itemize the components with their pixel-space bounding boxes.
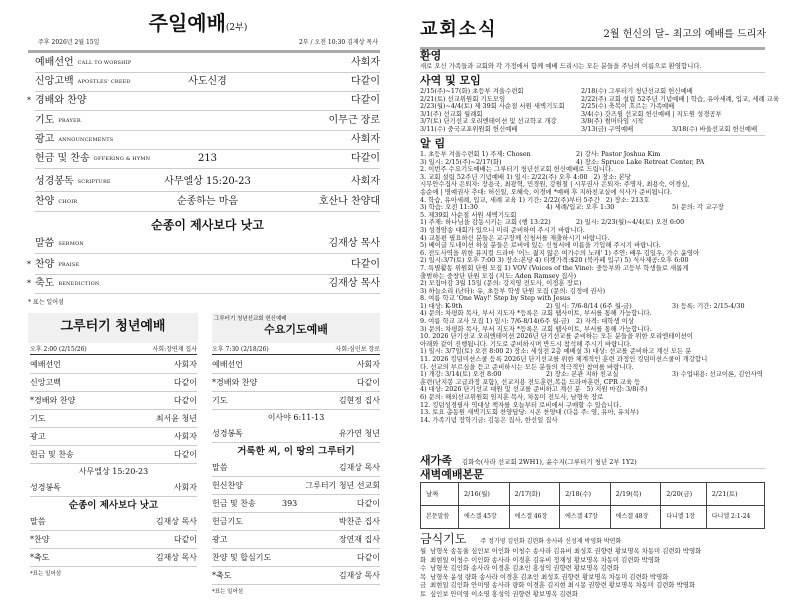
sermon-title: 거룩한 씨, 이 땅의 그루터기: [237, 446, 355, 457]
table-cell: 에스겔 48장: [610, 506, 661, 529]
text-segment: 1) 주제: 하나님을 감동시키는 교회 (행 13:22): [420, 218, 551, 227]
item-leader: 사회자: [351, 57, 380, 68]
notices-list: [420, 151, 770, 424]
fast-day: 월: [420, 547, 427, 555]
item-leader: 그루터기 청년 선교회: [305, 481, 380, 490]
divider: [420, 135, 765, 136]
text-segment: 2) 자격: 대학생 이상: [576, 317, 635, 326]
worship-item: [212, 550, 380, 567]
worship-item: [35, 173, 380, 192]
item-leader: 다같이: [356, 499, 380, 508]
worship-item: [35, 235, 380, 254]
item-title: 광고: [35, 134, 55, 145]
text-segment: 8. 여름 학교 'One Way!' Step by Step with Jesus: [420, 294, 571, 303]
item-title-en: SCRIPTURE: [77, 179, 111, 185]
worship-item: [27, 92, 380, 111]
item-leader: 다같이: [351, 95, 380, 106]
worship-item: [27, 275, 380, 294]
worship-item: [212, 478, 380, 495]
item-title: *찬양: [30, 535, 50, 544]
text-segment: 14. 가족기념 장학기금: 김동은 집사, 한선일 집사: [420, 415, 558, 424]
table-cell: 2/21(토): [706, 483, 764, 506]
youth-service-title: 그루터기 청년예배: [28, 313, 198, 343]
item-title: 기도: [35, 115, 55, 126]
item-leader: 장연재 집사: [338, 535, 380, 544]
standing-mark: *: [27, 260, 31, 269]
table-cell: 2/16(월): [459, 483, 510, 506]
item-title: 말씀: [35, 238, 55, 249]
item-title-en: PRAISE: [58, 262, 80, 268]
worship-item: [30, 532, 197, 549]
item-title-en: OFFERING & HYMN: [93, 156, 151, 162]
row-label: 날짜: [421, 483, 459, 506]
fast-line: [420, 581, 770, 590]
item-leader: 다같이: [351, 76, 380, 87]
item-title-en: APOSTLES' CREED: [77, 79, 131, 85]
fast-names: 최현일 이청수 이인화 송사라 이경훈 김유비 정재성 황보명옥 차동미 김련화 박영화: [430, 555, 661, 564]
item-title: 헌금 및 찬송: [212, 499, 256, 508]
fast-day: 화: [420, 555, 427, 564]
item-leader: 다같이: [173, 450, 197, 459]
service-date: 주후 2026년 2월 15일: [38, 39, 100, 46]
fast-names: 남형욱 윤성 량화 송사라 이경훈 김초인 최성호 권향련 황보명옥 차동미 김련화 박영화: [430, 572, 669, 581]
worship-item: [212, 460, 380, 477]
date-row: [421, 483, 765, 506]
text-segment: 1) 대상: K-9th: [420, 301, 463, 310]
new-family-names: 김화숙(사라 선교회 2WH1), 윤수지(그루터기 청년 2부 1Y2): [461, 458, 637, 466]
wed-service-header: [212, 313, 380, 343]
standing-mark: *: [27, 96, 31, 105]
text-segment: 다. 선교의 부르심을 듣고 준비하시는 모든 분들의 적극적인 참여를 바랍니다.: [420, 362, 634, 371]
item-title: 헌금기도: [212, 517, 243, 526]
table-cell: 에스겔 45장: [459, 506, 510, 529]
item-detail: 사도신경: [188, 76, 227, 87]
worship-item: [30, 429, 197, 446]
text-segment: 2) 모집마감 3월 15일 (문의: 강지영 전도사, 이정훈 장로): [420, 279, 582, 288]
item-leader: 사회자: [351, 176, 380, 187]
item-title: 찬양: [35, 196, 55, 207]
table-cell: 2/17(화): [509, 483, 560, 506]
wed-title: 수요기도예배: [264, 323, 328, 336]
text-segment: 2) 강사: Pastor Joshua Kim: [576, 150, 661, 158]
text-segment: 2/21(토) 선교위원회 기도모임: [420, 94, 506, 103]
item-title: 신앙고백: [35, 76, 74, 87]
worship-item: [30, 480, 197, 497]
text-segment: 1) 개강: 3/14(토) 오전 8:00: [420, 370, 502, 379]
text-segment: 5) 베이글 도네이션 하실 분들은 로비에 있는 신청서에 이름을 기입해 주시기 바랍니다.: [420, 241, 661, 250]
text-segment: 3. 교회 설립 52주년 기념예배 1) 일시: 2/22(주) 오후 4:00: [420, 172, 588, 181]
text-segment: 시무안수집사 은퇴자: 장용국, 최광혁, 민경원, 강원철 | 시무권사 은퇴자: 주명자, 최용숙, 이경심,: [420, 180, 690, 189]
fast-names: 심인보 안미영 이소영 홍성익 권향련 황보명옥 김련화: [430, 589, 579, 598]
fast-names: 최현일 김인화 안미영 송사라 량화 이경훈 김지현 최시몽 권향련 황보명옥 차동미 김련화 박영화: [430, 581, 696, 590]
text-segment: 2) 일시: 7/6-8/14 (6주 월-금): [546, 301, 632, 310]
text-segment: 5) 지원 마감: 3/8(주): [586, 385, 648, 394]
item-title: 예배선언: [30, 360, 61, 369]
item-title: 헌금 및 찬송: [35, 153, 90, 164]
text-segment: 12. 킹덤성경필사 역대상 책자를 오늘부터 로비에서 구매할 수 있습니다.: [420, 400, 622, 409]
item-leader: 사회자: [173, 360, 197, 369]
scripture-reference: 이사야 6:11-13: [267, 413, 325, 422]
fast-heading: 금식기도 주 정기영 김인화 김련화 송사라 신성재 박영화 박연화: [420, 532, 622, 546]
fast-intro: 주 정기영 김인화 김련화 송사라 신성재 박영화 박연화: [480, 538, 622, 545]
table-cell: 2/20(금): [661, 483, 707, 506]
item-title-en: SERMON: [58, 241, 84, 247]
worship-item: [27, 256, 380, 275]
text-segment: 3/7(토) 단기선교 오리엔테이션 및 선교학교 개강: [420, 117, 557, 126]
service-time: 오후 7:30 (2/18/26): [212, 346, 269, 353]
item-title-en: CALL TO WORSHIP: [77, 60, 132, 66]
item-title: 헌신찬양: [212, 481, 243, 490]
text-segment: 4. 학습, 유아세례, 입교, 세례 교육 1) 기간: 2/22(주)부터 5주간: [420, 195, 600, 204]
item-leader: 다같이: [351, 153, 380, 164]
item-leader: 다같이: [351, 259, 380, 270]
text-segment: 훈련(난지봉 고급과정 포함), 선교지용 전도훈련,복음 드라마훈련, CPR 교육 등: [420, 377, 641, 386]
item-leader: 김재상 목사: [338, 463, 380, 472]
fast-day: 토: [420, 589, 427, 598]
table-cell: 에스겔 47장: [560, 506, 611, 529]
service-time-row: [30, 343, 197, 355]
news-title: 교회소식: [420, 19, 498, 40]
fast-line: [420, 556, 770, 565]
text-segment: 7. 특별활동 위원회 단원 모집 1) VOV (Voices of the Vine): 중등부와 고등부 학생들로 새롭게: [420, 263, 689, 272]
item-leader: 김현정 집사: [338, 396, 380, 405]
item-leader: 김재상 목사: [155, 553, 197, 562]
dawn-scripture-table: [420, 482, 765, 529]
events-list: [420, 87, 780, 134]
text-segment: 2) 일시: 2/23(월)~4/4(토) 오전 6:00: [576, 218, 685, 227]
worship-item: [35, 112, 380, 131]
item-detail: 393: [282, 499, 298, 508]
worship-item: [212, 357, 380, 374]
text-segment: 2. 이번주 수요기도예배는 그루터기 청년선교회 헌신예배로 드립니다.: [420, 165, 614, 174]
worship-item: [30, 550, 197, 567]
fast-list: [420, 547, 770, 599]
item-title: 예배선언: [212, 360, 243, 369]
text-segment: 13. 토요 총동원 새벽기도회 찬양담당: 시온 찬양대 (다음 주: 영, 유아, 유치부): [420, 408, 639, 417]
fast-day: 수: [420, 564, 427, 573]
worship-item: [30, 357, 197, 374]
text-segment: 아래와 같이 진행됩니다. 기도로 준비하시며 반드시 참석해 주시기 바랍니다.: [420, 339, 632, 348]
fast-names: 남형욱 김인화 송사라 이경훈 김초인 홍성익 권향련 황보명옥 김련화: [430, 564, 620, 573]
sermon-title: 순종이 제사보다 낫고: [151, 218, 264, 232]
worship-item: [35, 193, 380, 212]
text-segment: 2) 장소: 213호: [605, 195, 650, 204]
text-segment: 3/8(주) 썸머타임 시작: [581, 117, 644, 126]
worship-item: [35, 131, 380, 150]
item-leader: 김재상 목사: [338, 571, 380, 580]
service-info: 2부 / 오전 10:30 김재상 목사: [298, 39, 378, 46]
text-segment: 3) 성경암송 대회가 있으니 미리 준비하여 주시기 바랍니다.: [420, 225, 585, 234]
item-leader: 다같이: [173, 396, 197, 405]
worship-item: [30, 375, 197, 392]
item-leader: 김재상 목사: [328, 278, 380, 289]
item-title-en: BENEDICTION: [58, 281, 100, 287]
item-title: 헌금 및 찬송: [30, 450, 74, 459]
worship-item: [30, 411, 197, 428]
worship-item: [30, 447, 197, 464]
text-segment: 6. 전도사역을 위한 뮤지컬 드라마 '어느 젊지 않은 여가수의 노래' 1) 주연: 배우 김일우, 가수 윤영아: [420, 248, 700, 257]
item-leader: 김재상 목사: [155, 517, 197, 526]
item-title: 말씀: [212, 463, 228, 472]
worship-item: [212, 532, 380, 549]
worship-item: [35, 54, 380, 73]
text-segment: 3/11(수) 중국교포위원회 헌신예배: [420, 124, 518, 133]
text-segment: 4) 세례/입교: 오후 1:30: [546, 203, 615, 212]
worship-item: [30, 514, 197, 531]
sermon-title: 순종이 제사보다 낫고: [68, 500, 159, 511]
text-segment: 2) 일시:3/7(토) 오후 7:00 3) 장소:본당 4) 티켓가격:$20 (북카페 입구) 5) 식사제공:오후 6:00: [420, 256, 689, 265]
item-title: 찬양 및 합심기도: [212, 553, 272, 562]
text-segment: 1) 일시: 3/7일(토) 오전 8:00 2) 장소: 세성전 2층 예배실 3) 대상: 선교를 준비하고 계신 모든 분: [420, 347, 692, 356]
text-segment: 3) 등록: 기간: 2/15-4/30: [672, 301, 745, 310]
text-segment: 5) 문의: 각 교구장: [672, 203, 724, 212]
divider: [420, 72, 765, 73]
divider: [28, 50, 380, 53]
text-segment: 11. 2026 킹덤미션스쿨 등록 2026년 단기선교를 위한 체계적인 훈련 과정인 킹덤미션스쿨이 개강합니: [420, 355, 708, 364]
welcome-text: 새로 오신 가족들과 교회와 각 가정에서 함께 예배 드리시는 모든 분들을 주님의 이름으로 환영합니다.: [420, 62, 702, 70]
fast-line: [420, 564, 770, 573]
text-segment: 2/23(월)~4/4(토) 제 39회 사순절 서원 새벽기도회: [420, 102, 565, 111]
scripture-reference: 사무엘상 15:20-23: [78, 467, 149, 476]
item-detail: 사무엘상 15:20-23: [164, 176, 251, 187]
text-segment: 6) 문의: 해외선교위원회 임지훈 목사, 차동미 전도사, 남형욱 장로: [420, 393, 604, 401]
item-detail: 순종하는 마음: [176, 196, 239, 207]
item-leader: 사회자: [351, 134, 380, 145]
table-cell: 다니엘 2:1-24: [706, 506, 764, 529]
table-cell: 2/18(수): [560, 483, 611, 506]
standing-mark: *: [27, 279, 31, 288]
worship-item: [212, 514, 380, 531]
fast-names: 남형욱 송동율 심인보 이인화 이청수 송사라 김유비 최성호 권향련 황보명옥 차동미 김련화 박영화: [430, 547, 702, 555]
item-title: *경배와 찬양: [30, 396, 76, 405]
text-line: [420, 126, 770, 134]
text-segment: 9. 여름 학교 교사 모집 1) 일시: 7/6-8/14(6주 월-금): [420, 317, 570, 326]
item-leader: 김재상 목사: [328, 238, 380, 249]
text-segment: 2/25(수) 축복이 흐르는 가족예배: [581, 102, 675, 111]
item-leader: 사회자: [356, 360, 380, 369]
standing-note: * 표는 일어섬: [28, 299, 64, 306]
wed-subtitle: 그루터기 청년선교회 헌신예배: [214, 316, 287, 322]
text-segment: 3) 일시: 2/15(주)~2/17(화): [420, 157, 502, 166]
text-segment: 3) 하늘소리 (난타): 유, 초등부 학생 단원 모집 (문의: 김정애 권사): [420, 286, 606, 295]
item-leader: 최서윤 청년: [155, 414, 197, 423]
text-segment: 3) 문의: 차평화 목사, 부서 지도자 *등록은 교회 웹사이트, 부서를 통해 가능합니다.: [420, 324, 652, 333]
item-title: 광고: [30, 432, 46, 441]
scripture-row: [421, 506, 765, 529]
fast-day: 금: [420, 581, 427, 590]
item-leader: 유가연 청년: [338, 429, 380, 438]
item-title: 축도: [35, 278, 55, 289]
text-segment: 2) 장소: 본관 지하 친교실: [546, 370, 619, 379]
text-segment: 출범하는 중창단 단원 모집 (지도: Aden Ramsey 집사): [420, 271, 577, 280]
notices-heading: 알 림: [420, 137, 446, 150]
service-time: 오후 2:00 (2/15/26): [30, 346, 87, 353]
item-title: 성경봉독: [35, 176, 74, 187]
events-heading: 사역 및 모임: [420, 74, 481, 87]
item-title-en: PRAYER: [58, 118, 81, 124]
page-title: 주일예배(2부): [148, 11, 248, 35]
fast-day: 목: [420, 572, 427, 581]
fast-line: [420, 547, 770, 556]
item-leader: 박찬준 집사: [338, 517, 380, 526]
worship-item: [212, 496, 380, 513]
new-family: 새가족 김화숙(사라 선교회 2WH1), 윤수지(그루터기 청년 2부 1Y2): [420, 454, 637, 467]
worship-item: [212, 568, 380, 585]
text-segment: 5. 제39회 사순절 서원 새벽기도회: [420, 210, 517, 219]
text-segment: 4) 교통편 필요하신 분들은 교구장께 신청서를 제출하시기 바랍니다.: [420, 233, 610, 242]
text-segment: 3) 학습: 오전 11:30: [420, 203, 478, 212]
item-leader: 다같이: [173, 378, 197, 387]
text-line: [420, 417, 770, 425]
text-segment: 3/18(수) 바울선교회 헌신예배: [672, 124, 758, 133]
news-subtitle: 2월 헌신의 달– 최고의 예배를 드리자: [603, 29, 766, 40]
item-title-en: ANNOUNCEMENTS: [58, 137, 114, 143]
text-segment: 2/15(주)~17(화) 초등부 겨울수련회: [420, 87, 524, 95]
item-title: 경배와 찬양: [35, 95, 87, 106]
service-time-row: [212, 343, 380, 355]
text-segment: 2) 장소: 본당: [593, 172, 631, 181]
row-label: 본문말씀: [421, 506, 459, 529]
service-host: 사회:심인보 장로: [335, 346, 380, 353]
worship-item: [35, 73, 380, 92]
text-segment: 10. 2026 단기선교 오리엔테이션 2026년 단기선교를 준비하는 모든 분들을 위한 오리엔테이션이: [420, 332, 693, 341]
worship-item: [35, 150, 380, 169]
item-title: *축도: [212, 571, 232, 580]
text-segment: 4) 문의: 차평화 목사, 부서 지도자 *등록은 교회 웹사이트, 부서를 통해 가능합니다.: [420, 309, 652, 318]
item-title: 찬양: [35, 259, 55, 270]
item-leader: 호산나 찬양대: [318, 196, 380, 207]
item-title: 신앙고백: [30, 378, 61, 387]
worship-item: [212, 393, 380, 410]
text-segment: 3/4(수) 갓즈윌 선교회 헌신예배 | 지도원 성경공부: [581, 109, 722, 118]
text-segment: 송순애 | 명예권사 추대: 허신일, 오혜숙, 이경애 *예배 후 지하친교실에 식사가 준비됩니다.: [420, 187, 673, 196]
text-segment: 3/1(주) 선교회 월례회: [420, 109, 483, 118]
table-cell: 에스겔 46장: [509, 506, 560, 529]
text-segment: 3) 수업내용: 선교이론, 김인사역: [672, 370, 763, 379]
item-title-en: CHOIR: [58, 199, 78, 205]
text-segment: 3/13(금) 구역예배: [581, 124, 634, 133]
item-leader: 다같이: [356, 553, 380, 562]
item-leader: 사회자: [173, 432, 197, 441]
item-title: *경배와 찬양: [212, 378, 258, 387]
item-leader: 이무근 장로: [328, 115, 380, 126]
service-host: 사회:장연재 집사: [152, 346, 197, 353]
item-title: *축도: [30, 553, 50, 562]
worship-item: [212, 375, 380, 392]
worship-item: [30, 393, 197, 410]
item-title: 성경봉독: [212, 429, 243, 438]
dawn-heading: 새벽예배본문: [420, 468, 484, 481]
text-segment: 4) 대상: 2026 단기선교 대원 및 선교를 준비하고 계신 분: [420, 385, 581, 394]
item-title: 예배선언: [35, 57, 74, 68]
welcome-heading: 환영: [420, 49, 442, 62]
table-cell: 2/19(목): [610, 483, 661, 506]
fast-line: [420, 590, 770, 599]
text-segment: 2/18(수) 그루터기 청년선교회 헌신예배: [581, 87, 693, 95]
worship-item: [212, 426, 380, 443]
item-detail: 213: [197, 153, 218, 164]
item-title: 성경봉독: [30, 483, 61, 492]
table-cell: 다니엘 1장: [661, 506, 707, 529]
divider: [420, 47, 765, 50]
text-segment: 4) 장소: Spruce Lake Retreat Center, PA: [576, 157, 705, 166]
text-segment: 2/22(주) 교회 설립 52주년 기념예배 | 학습, 유아세례, 입교, 세례 교육: [581, 94, 780, 103]
item-title: 말씀: [30, 517, 46, 526]
item-leader: 사회자: [173, 483, 197, 492]
item-leader: 다같이: [173, 535, 197, 544]
item-leader: 다같이: [356, 378, 380, 387]
standing-note: *표는 일어섬: [212, 589, 244, 595]
item-title: 광고: [212, 535, 228, 544]
standing-note: *표는 일어섬: [30, 571, 62, 577]
item-title: 기도: [212, 396, 228, 405]
text-segment: 1. 초등부 겨울수련회 1) 주제: Chosen: [420, 150, 531, 158]
item-title: 기도: [30, 414, 46, 423]
